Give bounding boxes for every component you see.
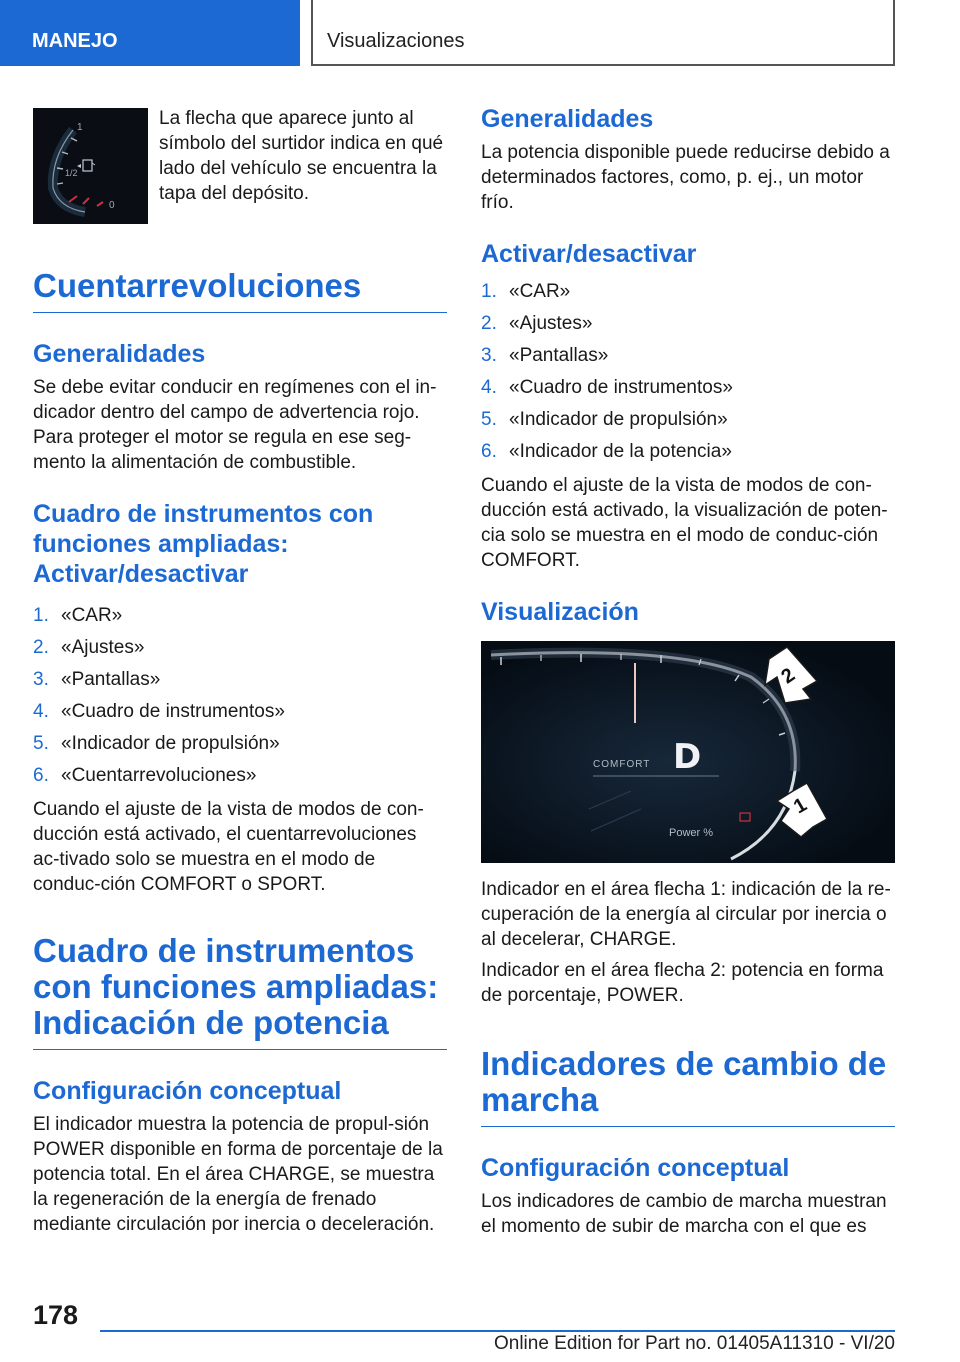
fuel-gauge-image [33, 108, 148, 224]
rev-general-heading: Generalidades [33, 340, 206, 368]
fuel-scale-half: 1/2 [65, 168, 78, 178]
list-item: 1. «CAR» [481, 281, 571, 302]
concept-heading: Configuración conceptual [33, 1077, 342, 1105]
list-item: 2. «Ajustes» [33, 637, 145, 658]
arrow-1-caption: Indicador en el área flecha 1: indicación de la re-cuperación de la energía al circular por inercia o al decelerar, CHARGE. [481, 879, 891, 950]
shift-concept-text: Los indicadores de cambio de marcha muestran el momento de subir de marcha con el que es [481, 1191, 887, 1237]
activate-note: Cuando el ajuste de la vista de modos de con-ducción está activado, la visualización de poten-cia solo se muestra en el modo de conduc-ción COMFORT. [481, 475, 888, 571]
section-tab: MANEJO [0, 0, 300, 66]
list-item: 4. «Cuadro de instrumentos» [33, 701, 285, 722]
list-item: 1. «CAR» [33, 605, 123, 626]
footer-rule [100, 1330, 895, 1332]
list-item: 5. «Indicador de propulsión» [33, 733, 280, 754]
cluster-heading: Cuadro de instrumentos con funciones ampliadas: Activar/desactivar [33, 500, 374, 588]
power-percent-label: Power % [669, 827, 714, 839]
display-heading: Visualización [481, 598, 639, 626]
cluster-steps-list [33, 603, 447, 795]
shift-concept-heading: Configuración conceptual [481, 1154, 790, 1182]
power-general-heading: Generalidades [481, 105, 654, 133]
list-item: 3. «Pantallas» [481, 345, 609, 366]
page-number: 178 [33, 1300, 79, 1330]
power-general-text: La potencia disponible puede reducirse debido a determinados factores, como, p. ej., un motor frío. [481, 142, 890, 213]
list-item: 3. «Pantallas» [33, 669, 161, 690]
power-display-image [481, 641, 895, 863]
footer-edition: Online Edition for Part no. 01405A11310 - VI/20 [493, 1333, 895, 1354]
activate-heading: Activar/desactivar [481, 240, 697, 268]
fuel-scale-empty: 0 [109, 200, 115, 211]
section-heading-shift: Indicadores de cambio de marcha [481, 1046, 895, 1127]
list-item: 4. «Cuadro de instrumentos» [481, 377, 733, 398]
fuel-gauge-block [33, 100, 447, 234]
arrow-2-label: 2 [777, 663, 800, 689]
concept-text: El indicador muestra la potencia de propul-sión POWER disponible en forma de porcentaje de la potencia total. En el área CHARGE, se muestra la regeneración de la energía de frenado mediante circulación por inercia o deceleración. [33, 1114, 443, 1235]
gear-indicator: D [673, 737, 702, 777]
arrow-2-caption: Indicador en el área flecha 2: potencia en forma de porcentaje, POWER. [481, 960, 884, 1006]
right-column [481, 100, 895, 1239]
section-heading-power: Cuadro de instrumentos con funciones ampliadas: Indicación de potencia [33, 933, 447, 1050]
arrow-1-label: 1 [789, 793, 811, 819]
list-item: 5. «Indicador de propulsión» [481, 409, 728, 430]
cluster-note: Cuando el ajuste de la vista de modos de con-ducción está activado, el cuentarrevoluciones ac-tivado solo se muestra en el modo de conduc-ción COMFORT o SPORT. [33, 799, 424, 895]
mode-label: COMFORT [593, 759, 651, 770]
left-column [33, 100, 447, 1237]
fuel-scale-full: 1 [77, 122, 83, 133]
list-item: 6. «Indicador de la potencia» [481, 441, 732, 462]
rev-general-text: Se debe evitar conducir en regímenes con el in-dicador dentro del campo de advertencia rojo. Para proteger el motor se regula en ese seg-mento la alimentación de combustible. [33, 377, 437, 473]
activate-steps-list [481, 279, 895, 471]
fuel-gauge-caption: La flecha que aparece junto al símbolo del surtidor indica en qué lado del vehículo se encuentra la tapa del depósito. [159, 108, 444, 204]
list-item: 6. «Cuentarrevoluciones» [33, 765, 257, 786]
section-heading-rev: Cuentarrevoluciones [33, 268, 447, 313]
list-item: 2. «Ajustes» [481, 313, 593, 334]
chapter-title: Visualizaciones [311, 0, 895, 66]
page-header [0, 0, 960, 66]
